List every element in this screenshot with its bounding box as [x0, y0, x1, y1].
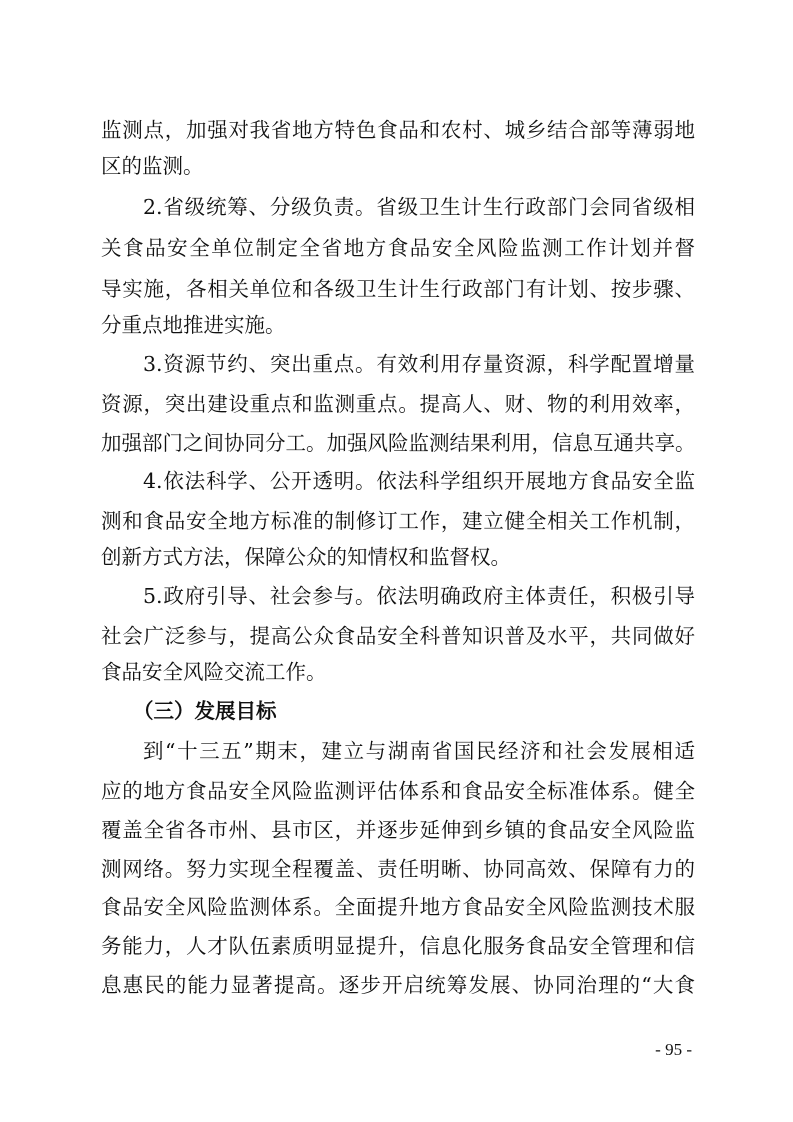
paragraph-line: 食品安全风险交流工作。 [101, 660, 327, 684]
paragraph-line: 分重点地推进实施。 [101, 313, 286, 337]
paragraph-line: 2.省级统筹、分级负责。省级卫生计生行政部门会同省级相 [143, 195, 695, 219]
paragraph-line: 加强部门之间协同分工。加强风险监测结果利用，信息互通共享。 [101, 431, 696, 455]
paragraph-line: 监测点，加强对我省地方特色食品和农村、城乡结合部等薄弱地 [101, 118, 695, 142]
paragraph-line: 区的监测。 [101, 154, 204, 178]
paragraph-line: 5.政府引导、社会参与。依法明确政府主体责任，积极引导 [143, 584, 695, 608]
paragraph-line: 到“十三五”期末，建立与湖南省国民经济和社会发展相适 [143, 739, 695, 763]
section-heading: （三）发展目标 [133, 699, 277, 723]
paragraph-line: 测网络。努力实现全程覆盖、责任明晰、协同高效、保障有力的 [101, 857, 695, 881]
paragraph-line: 食品安全风险监测体系。全面提升地方食品安全风险监测技术服 [101, 895, 695, 919]
paragraph-line: 社会广泛参与，提高公众食品安全科普知识普及水平，共同做好 [101, 624, 695, 648]
paragraph-line: 关食品安全单位制定全省地方食品安全风险监测工作计划并督 [101, 236, 695, 260]
paragraph-line: 息惠民的能力显著提高。逐步开启统筹发展、协同治理的“大食 [101, 973, 695, 997]
paragraph-line: 导实施，各相关单位和各级卫生计生行政部门有计划、按步骤、 [101, 277, 695, 301]
paragraph-line: 4.依法科学、公开透明。依法科学组织开展地方食品安全监 [143, 469, 695, 493]
paragraph-line: 务能力，人才队伍素质明显提升，信息化服务食品安全管理和信 [101, 934, 695, 958]
paragraph-line: 应的地方食品安全风险监测评估体系和食品安全标准体系。健全 [101, 779, 695, 803]
paragraph-line: 资源，突出建设重点和监测重点。提高人、财、物的利用效率， [101, 392, 695, 416]
paragraph-line: 创新方式方法，保障公众的知情权和监督权。 [101, 545, 511, 569]
paragraph-line: 3.资源节约、突出重点。有效利用存量资源，科学配置增量 [143, 352, 695, 376]
paragraph-line: 覆盖全省各市州、县市区，并逐步延伸到乡镇的食品安全风险监 [101, 818, 695, 842]
paragraph-line: 测和食品安全地方标准的制修订工作，建立健全相关工作机制， [101, 509, 695, 533]
page-number: - 95 - [655, 1040, 692, 1059]
